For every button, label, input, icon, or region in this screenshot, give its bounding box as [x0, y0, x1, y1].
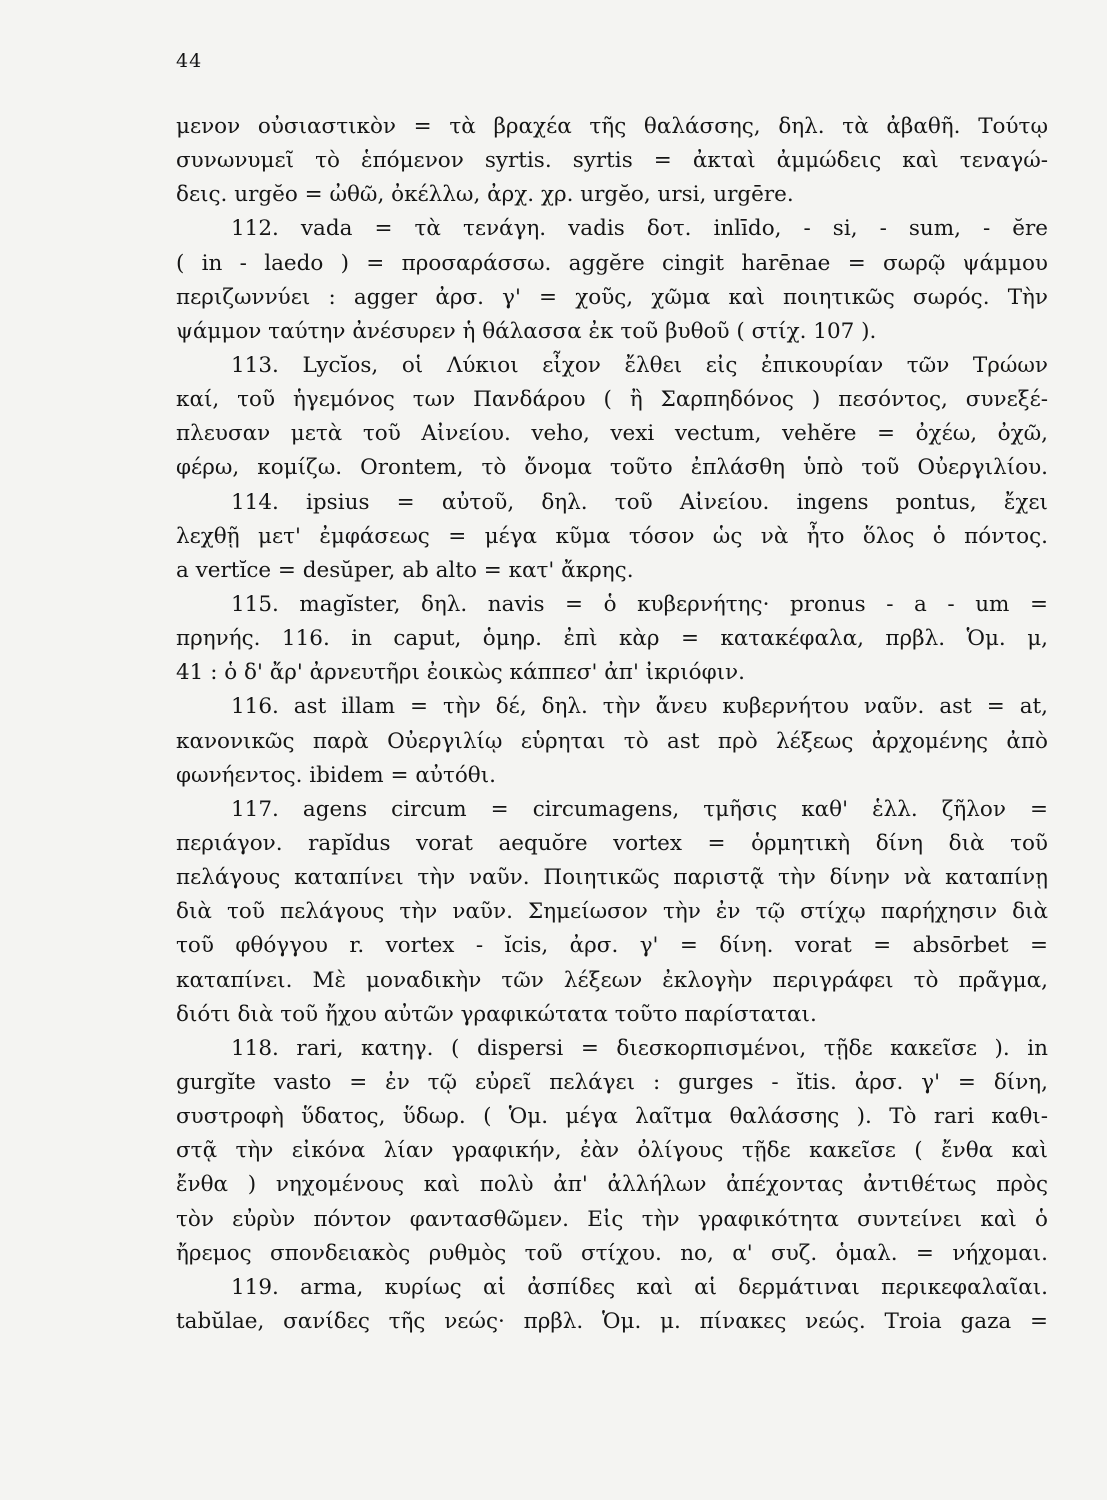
- text-line: περιζωννύει : agger ἀρσ. γ' = χοῦς, χῶμα καὶ ποιητικῶς σωρός. Τὴν: [176, 284, 1048, 310]
- text-line: δεις. urgĕo = ὠθῶ, ὀκέλλω, ἀρχ. χρ. urgĕo, ursi, urgēre.: [176, 182, 794, 208]
- text-line: 112. vada = τὰ τενάγη. vadis δοτ. inlīdo, - si, - sum, - ĕre: [231, 216, 1048, 242]
- text-line: ( in - laedo ) = προσαράσσω. aggĕre cingit harēnae = σωρῷ ψάμμου: [176, 250, 1048, 276]
- text-line: διότι διὰ τοῦ ἤχου αὐτῶν γραφικώτατα τοῦτο παρίσταται.: [176, 1001, 817, 1027]
- text-line: συστροφὴ ὕδατος, ὕδωρ. ( Ὁμ. μέγα λαῖτμα θαλάσσης ). Τὸ rari καθι-: [176, 1104, 1048, 1130]
- text-line: συνωνυμεῖ τὸ ἑπόμενον syrtis. syrtis = ἀκταὶ ἀμμώδεις καὶ τεναγώ-: [176, 148, 1048, 174]
- text-line: 116. ast illam = τὴν δέ, δηλ. τὴν ἄνευ κυβερνήτου ναῦν. ast = at,: [231, 694, 1048, 720]
- text-line: 118. rari, κατηγ. ( dispersi = διεσκορπισμένοι, τῇδε κακεῖσε ). in: [231, 1035, 1048, 1061]
- text-line: περιάγον. rapĭdus vorat aequŏre vortex = ὁρμητικὴ δίνη διὰ τοῦ: [176, 830, 1048, 856]
- text-line: διὰ τοῦ πελάγους τὴν ναῦν. Σημείωσον τὴν ἐν τῷ στίχῳ παρήχησιν διὰ: [176, 899, 1048, 925]
- text-line: φωνήεντος. ibidem = αὐτόθι.: [176, 762, 497, 788]
- text-line: a vertĭce = desŭper, ab alto = κατ' ἄκρης.: [176, 557, 634, 583]
- text-line: τοῦ φθόγγου r. vortex - ĭcis, ἀρσ. γ' = δίνη. vorat = absōrbet =: [176, 933, 1048, 959]
- text-line: κανονικῶς παρὰ Οὐεργιλίῳ εὑρηται τὸ ast πρὸ λέξεως ἀρχομένης ἀπὸ: [176, 728, 1048, 754]
- text-line: 41 : ὁ δ' ἄρ' ἀρνευτῆρι ἐοικὼς κάππεσ' ἀπ' ἰκριόφιν.: [176, 660, 745, 686]
- text-line: πελάγους καταπίνει τὴν ναῦν. Ποιητικῶς παριστᾷ τὴν δίνην νὰ καταπίνῃ: [176, 865, 1048, 891]
- text-line: 115. magĭster, δηλ. navis = ὁ κυβερνήτης· pronus - a - um =: [231, 591, 1048, 617]
- text-line: καταπίνει. Μὲ μοναδικὴν τῶν λέξεων ἐκλογὴν περιγράφει τὸ πρᾶγμα,: [176, 967, 1048, 993]
- text-line: tabŭlae, σανίδες τῆς νεώς· πρβλ. Ὁμ. μ. πίνακες νεώς. Troia gaza =: [176, 1308, 1048, 1334]
- text-line: πλευσαν μετὰ τοῦ Αἰνείου. veho, vexi vectum, vehĕre = ὀχέω, ὀχῶ,: [176, 421, 1048, 447]
- text-line: τὸν εὐρὺν πόντον φαντασθῶμεν. Εἰς τὴν γραφικότητα συντείνει καὶ ὁ: [176, 1206, 1048, 1232]
- text-line: 113. Lycĭos, οἱ Λύκιοι εἶχον ἔλθει εἰς ἐπικουρίαν τῶν Τρώων: [231, 352, 1048, 378]
- text-line: μενον οὐσιαστικὸν = τὰ βραχέα τῆς θαλάσσης, δηλ. τὰ ἀβαθῆ. Τούτῳ: [176, 114, 1048, 139]
- text-line: λεχθῇ μετ' ἐμφάσεως = μέγα κῦμα τόσον ὡς νὰ ἦτο ὅλος ὁ πόντος.: [176, 523, 1048, 549]
- text-line: ψάμμον ταύτην ἀνέσυρεν ἡ θάλασσα ἐκ τοῦ βυθοῦ ( στίχ. 107 ).: [176, 318, 877, 344]
- text-line: 117. agens circum = circumagens, τμῆσις καθ' ἑλλ. ζῆλον =: [231, 796, 1048, 822]
- page-number: 44: [176, 50, 203, 72]
- text-line: ἔνθα ) νηχομένους καὶ πολὺ ἀπ' ἀλλήλων ἀπέχοντας ἀντιθέτως πρὸς: [176, 1172, 1048, 1198]
- text-line: φέρω, κομίζω. Orontem, τὸ ὄνομα τοῦτο ἐπλάσθη ὑπὸ τοῦ Οὐεργιλίου.: [176, 455, 1048, 481]
- commentary-text-block: [176, 110, 1048, 1339]
- text-line: στᾷ τὴν εἰκόνα λίαν γραφικήν, ἐὰν ὀλίγους τῇδε κακεῖσε ( ἔνθα καὶ: [176, 1138, 1048, 1164]
- text-line: ἤρεμος σπονδειακὸς ρυθμὸς τοῦ στίχου. no, α' συζ. ὁμαλ. = νήχομαι.: [176, 1240, 1048, 1266]
- text-line: καί, τοῦ ἡγεμόνος των Πανδάρου ( ἢ Σαρπηδόνος ) πεσόντος, συνεξέ-: [176, 387, 1048, 413]
- text-line: 119. arma, κυρίως αἱ ἀσπίδες καὶ αἱ δερμάτιναι περικεφαλαῖαι.: [231, 1274, 1048, 1300]
- text-line: πρηνής. 116. in caput, ὁμηρ. ἐπὶ κὰρ = κατακέφαλα, πρβλ. Ὁμ. μ,: [176, 626, 1048, 652]
- text-line: gurgĭte vasto = ἐν τῷ εὐρεῖ πελάγει : gurges - ĭtis. ἀρσ. γ' = δίνη,: [176, 1069, 1048, 1095]
- text-line: 114. ipsius = αὐτοῦ, δηλ. τοῦ Αἰνείου. ingens pontus, ἔχει: [231, 489, 1048, 515]
